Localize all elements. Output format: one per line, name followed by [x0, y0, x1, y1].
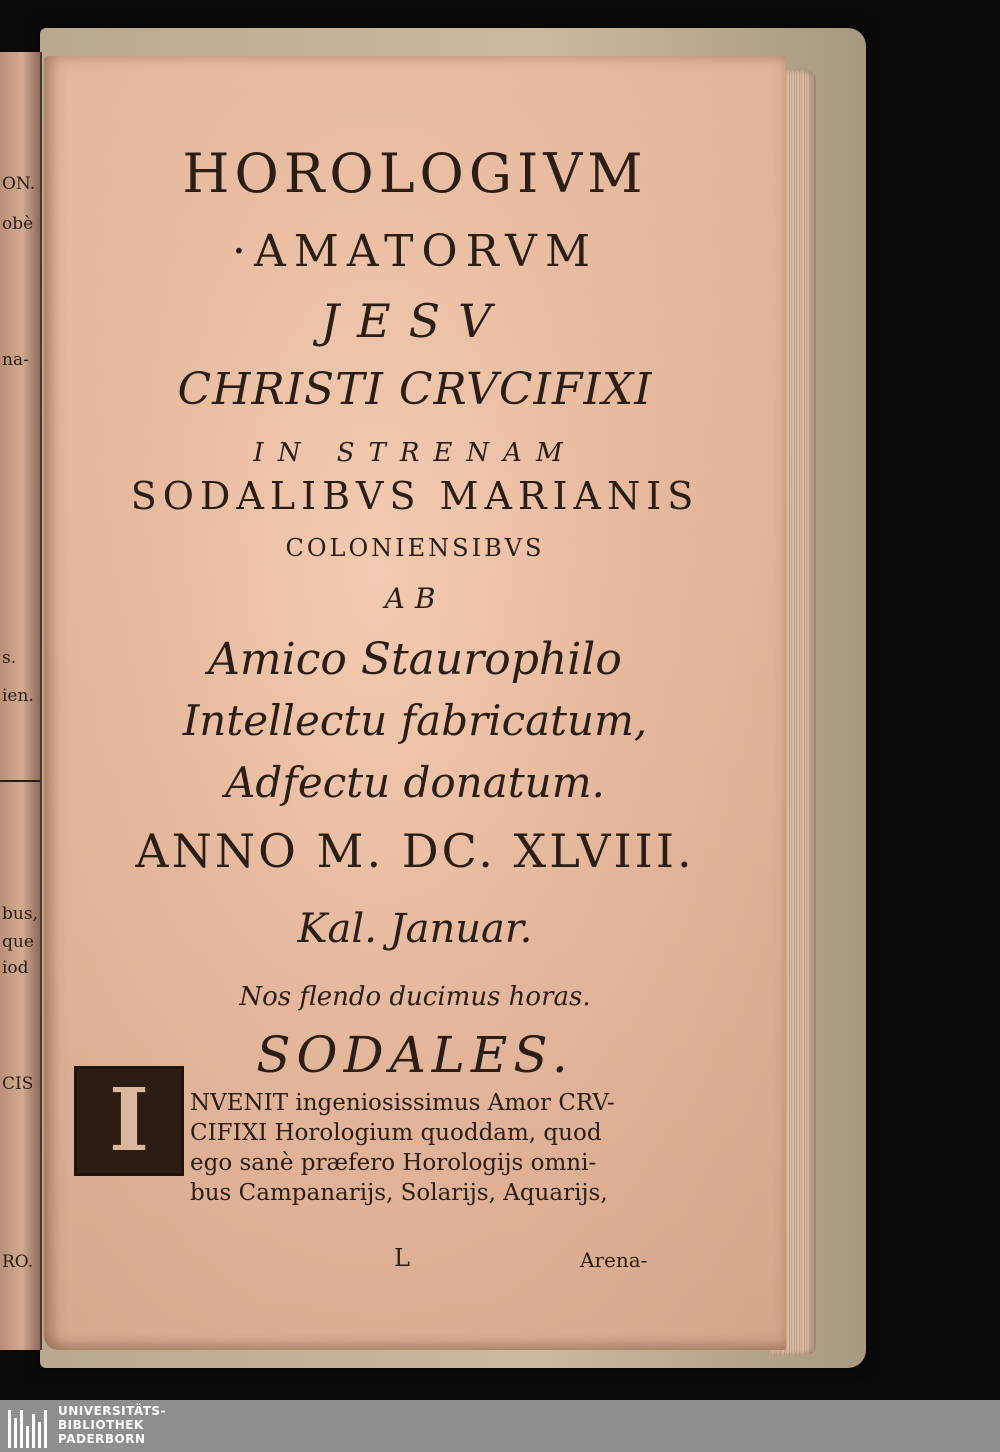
title-line-in-strenam: IN STRENAM — [253, 438, 577, 468]
facing-page-fragment: bus, — [2, 904, 38, 924]
facing-page-fragment: que — [2, 932, 34, 952]
decorated-initial — [74, 1066, 184, 1176]
initial-letter: I — [108, 1070, 150, 1171]
title-line-ab: AB — [384, 582, 446, 615]
body-line: CIFIXI Horologium quoddam, quod — [190, 1120, 602, 1146]
signature-mark: L — [394, 1244, 410, 1272]
facing-page-fragment: ien. — [2, 686, 34, 706]
title-line-fabricatum: Intellectu fabricatum, — [182, 696, 648, 745]
title-line-donatum: Adfectu donatum. — [225, 758, 605, 807]
title-line-date: Kal. Januar. — [297, 906, 533, 952]
title-line-author: Amico Staurophilo — [208, 634, 622, 685]
facing-page-fragment: iod — [2, 958, 29, 978]
title-line-coloniensibus: COLONIENSIBVS — [285, 534, 545, 562]
title-line-jesu: JESV — [320, 294, 510, 348]
facing-page-fragment: na- — [2, 350, 29, 370]
catchword: Arena- — [580, 1248, 648, 1272]
facing-page-fragment: s. — [2, 648, 17, 668]
library-name-line: UNIVERSITÄTS- — [58, 1404, 167, 1418]
library-logo-icon — [8, 1410, 50, 1448]
facing-page-fragment: obè — [2, 214, 34, 234]
body-line: bus Campanarijs, Solarijs, Aquarijs, — [190, 1180, 608, 1206]
title-line-year: ANNO M. DC. XLVIII. — [135, 824, 695, 878]
facing-page — [0, 52, 42, 1350]
library-footer — [0, 1400, 1000, 1452]
facing-page-rule — [0, 780, 40, 782]
body-line: NVENIT ingeniosissimus Amor CRV- — [190, 1090, 615, 1116]
library-name — [58, 1404, 166, 1446]
title-line-horologium: HOROLOGIVM — [182, 142, 648, 205]
title-line-motto: Nos flendo ducimus horas. — [239, 982, 591, 1012]
facing-page-fragment: CIS — [2, 1074, 34, 1094]
title-line-sodalibus: SODALIBVS MARIANIS — [130, 474, 700, 518]
title-page — [44, 56, 786, 1350]
title-line-christi-crucifixi: CHRISTI CRVCIFIXI — [177, 364, 653, 415]
body-line: ego sanè præfero Horologijs omni- — [190, 1150, 597, 1176]
library-name-line: BIBLIOTHEK — [58, 1418, 144, 1432]
facing-page-fragment: ON. — [2, 174, 36, 194]
section-heading-sodales: SODALES. — [256, 1026, 574, 1084]
facing-page-fragment: RO. — [2, 1252, 34, 1272]
library-name-line: PADERBORN — [58, 1432, 146, 1446]
title-line-amatorum: ·AMATORVM — [232, 226, 598, 277]
